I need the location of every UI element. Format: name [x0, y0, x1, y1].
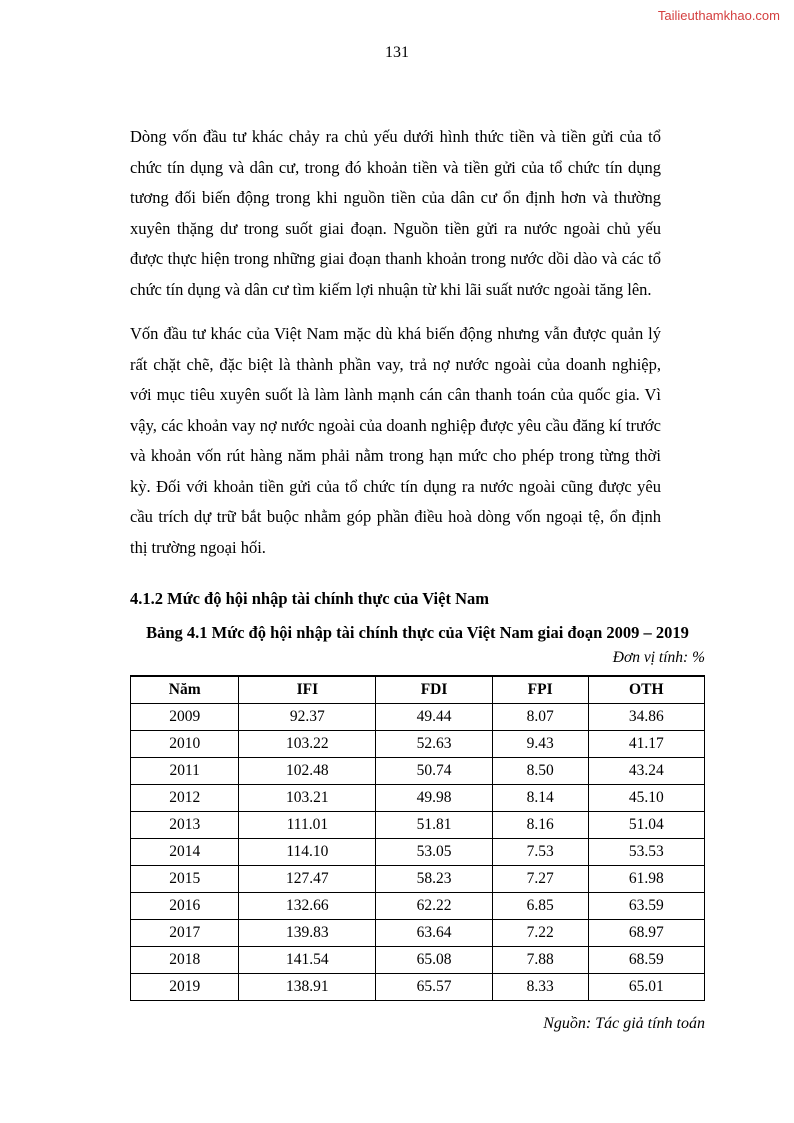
table-cell: 8.50: [492, 758, 588, 785]
table-cell: 58.23: [376, 866, 492, 893]
table-cell: 103.21: [239, 785, 376, 812]
table-cell: 51.04: [588, 812, 704, 839]
table-cell: 65.08: [376, 947, 492, 974]
table-header-cell: FDI: [376, 676, 492, 704]
table-cell: 68.97: [588, 920, 704, 947]
table-body: [131, 704, 705, 1001]
table-row: [131, 839, 705, 866]
table-cell: 6.85: [492, 893, 588, 920]
table-cell: 8.07: [492, 704, 588, 731]
table-cell: 7.88: [492, 947, 588, 974]
table-cell: 102.48: [239, 758, 376, 785]
table-header-cell: Năm: [131, 676, 239, 704]
table-head: [131, 676, 705, 704]
table-cell: 2019: [131, 974, 239, 1001]
table-row: [131, 947, 705, 974]
table-cell: 65.57: [376, 974, 492, 1001]
table-cell: 62.22: [376, 893, 492, 920]
table-cell: 34.86: [588, 704, 704, 731]
table-cell: 8.33: [492, 974, 588, 1001]
table-cell: 53.53: [588, 839, 704, 866]
table-cell: 2012: [131, 785, 239, 812]
table-header-cell: IFI: [239, 676, 376, 704]
table-cell: 9.43: [492, 731, 588, 758]
table-caption: Bảng 4.1 Mức độ hội nhập tài chính thực của Việt Nam giai đoạn 2009 – 2019: [146, 623, 689, 643]
table-cell: 2010: [131, 731, 239, 758]
table-header-cell: FPI: [492, 676, 588, 704]
table-row: [131, 731, 705, 758]
table-cell: 2017: [131, 920, 239, 947]
table-source-note: Nguồn: Tác giả tính toán: [543, 1015, 705, 1033]
table-row: [131, 974, 705, 1001]
table-row: [131, 893, 705, 920]
table-cell: 132.66: [239, 893, 376, 920]
table-cell: 63.64: [376, 920, 492, 947]
table-row: [131, 920, 705, 947]
table-cell: 2015: [131, 866, 239, 893]
table-cell: 103.22: [239, 731, 376, 758]
table-row: [131, 758, 705, 785]
table-cell: 111.01: [239, 812, 376, 839]
table-row: [131, 785, 705, 812]
table-cell: 50.74: [376, 758, 492, 785]
table-cell: 8.16: [492, 812, 588, 839]
table-cell: 49.44: [376, 704, 492, 731]
table-cell: 45.10: [588, 785, 704, 812]
table-cell: 127.47: [239, 866, 376, 893]
table-cell: 2018: [131, 947, 239, 974]
table-cell: 7.27: [492, 866, 588, 893]
table-header-row: [131, 676, 705, 704]
table-row: [131, 812, 705, 839]
table-cell: 52.63: [376, 731, 492, 758]
table-cell: 139.83: [239, 920, 376, 947]
table-row: [131, 704, 705, 731]
table-cell: 68.59: [588, 947, 704, 974]
data-table: [130, 675, 705, 1001]
table-cell: 8.14: [492, 785, 588, 812]
table-cell: 2014: [131, 839, 239, 866]
table-cell: 43.24: [588, 758, 704, 785]
table-unit-note: Đơn vị tính: %: [612, 649, 705, 667]
table-cell: 63.59: [588, 893, 704, 920]
table-cell: 2009: [131, 704, 239, 731]
page-number: 131: [385, 44, 409, 61]
paragraph-2: Vốn đầu tư khác của Việt Nam mặc dù khá biến động nhưng vẫn được quản lý rất chặt chẽ, đặc biệt là thành phần vay, trả nợ nước ngoài của doanh nghiệp, với mục tiêu xuyên suốt là làm lành mạnh cán cân thanh toán của quốc gia. Vì vậy, các khoản vay nợ nước ngoài của doanh nghiệp được yêu cầu đăng kí trước và khoản vốn rút hàng năm phải nằm trong hạn mức cho phép trong từng thời kỳ. Đối với khoản tiền gửi của tổ chức tín dụng ra nước ngoài cũng được yêu cầu trích dự trữ bắt buộc nhằm góp phần điều hoà dòng vốn ngoại tệ, ổn định thị trường ngoại hối.: [130, 324, 661, 557]
table-cell: 7.22: [492, 920, 588, 947]
page-content: [0, 122, 794, 1033]
table-cell: 65.01: [588, 974, 704, 1001]
table-cell: 114.10: [239, 839, 376, 866]
table-cell: 53.05: [376, 839, 492, 866]
table-cell: 141.54: [239, 947, 376, 974]
table-cell: 61.98: [588, 866, 704, 893]
table-cell: 2013: [131, 812, 239, 839]
section-heading: 4.1.2 Mức độ hội nhập tài chính thực của Việt Nam: [130, 589, 489, 609]
table-cell: 92.37: [239, 704, 376, 731]
table-header-cell: OTH: [588, 676, 704, 704]
table-row: [131, 866, 705, 893]
paragraph-1: Dòng vốn đầu tư khác chảy ra chủ yếu dưới hình thức tiền và tiền gửi của tổ chức tín dụng và dân cư, trong đó khoản tiền và tiền gửi của tổ chức tín dụng tương đối biến động trong khi nguồn tiền của dân cư ổn định hơn và thường xuyên thặng dư trong suốt giai đoạn. Nguồn tiền gửi ra nước ngoài chủ yếu được thực hiện trong những giai đoạn thanh khoản trong nước dồi dào và các tổ chức tín dụng và dân cư tìm kiếm lợi nhuận từ khi lãi suất nước ngoài tăng lên.: [130, 127, 661, 299]
watermark: Tailieuthamkhao.com: [657, 8, 780, 23]
table-cell: 2016: [131, 893, 239, 920]
table-cell: 138.91: [239, 974, 376, 1001]
table-cell: 49.98: [376, 785, 492, 812]
table-cell: 7.53: [492, 839, 588, 866]
table-cell: 41.17: [588, 731, 704, 758]
table-cell: 51.81: [376, 812, 492, 839]
table-cell: 2011: [131, 758, 239, 785]
